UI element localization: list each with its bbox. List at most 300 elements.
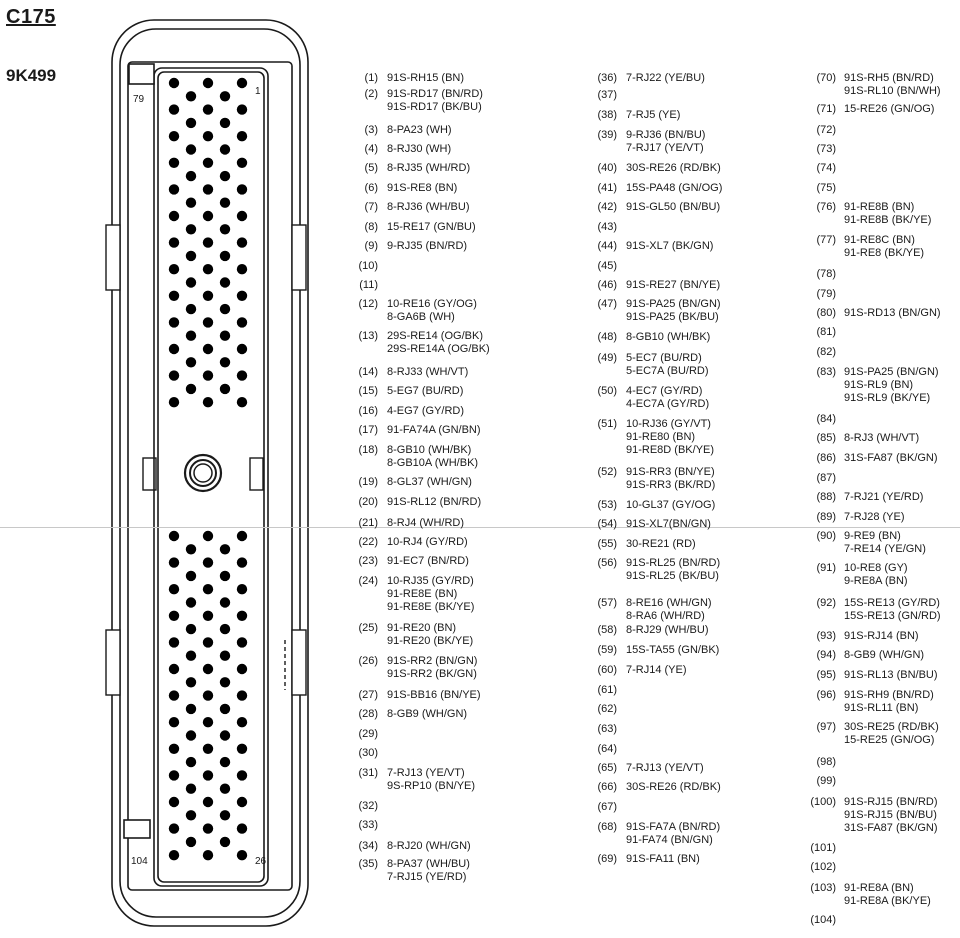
- wire-circuit-label: 9-RJ36 (BN/BU): [626, 129, 706, 141]
- pin-number: (99): [816, 775, 836, 787]
- pin-wire-list: [387, 182, 457, 195]
- pin-wire-list: [844, 201, 931, 227]
- pin-number: (11): [359, 279, 378, 291]
- pin-wire-list: [844, 103, 934, 116]
- pin-hole: [220, 91, 230, 101]
- pin-entry: [595, 279, 720, 292]
- wire-circuit-label: 8-PA23 (WH): [387, 124, 452, 136]
- pin-wire-list: [626, 499, 715, 512]
- pin-hole: [203, 291, 213, 301]
- wire-circuit-label: 8-GB9 (WH/GN): [844, 649, 925, 661]
- pin-hole: [237, 184, 247, 194]
- pin-hole: [203, 131, 213, 141]
- pin-entry: [595, 743, 626, 756]
- wire-circuit-label: 91S-RL11 (BN): [844, 702, 919, 714]
- pin-wire-list: [626, 538, 696, 551]
- wire-circuit-label: 7-RJ5 (YE): [626, 109, 681, 121]
- pin-hole: [220, 118, 230, 128]
- pin-entry: [352, 424, 481, 437]
- wire-circuit-label: 8-RA6 (WH/RD): [626, 610, 705, 622]
- wire-circuit-label: 9-RE8A (BN): [844, 575, 908, 587]
- pin-hole: [169, 264, 179, 274]
- wire-circuit-label: 7-RJ17 (YE/VT): [626, 142, 704, 154]
- pin-hole: [220, 571, 230, 581]
- pin-wire-list: [844, 432, 919, 445]
- wire-circuit-label: 91-RE8C (BN): [844, 234, 915, 246]
- pin-hole: [237, 850, 247, 860]
- pin-wire-list: [626, 182, 722, 195]
- pin-hole: [186, 651, 196, 661]
- wire-circuit-label: 91S-XL7(BN/GN): [626, 518, 711, 530]
- pin-number: (49): [597, 352, 617, 364]
- pin-hole: [220, 544, 230, 554]
- pin-entry: [808, 882, 931, 908]
- wire-circuit-label: 8-GL37 (WH/GN): [387, 476, 472, 488]
- pin-number: (67): [597, 801, 617, 813]
- pin-wire-list: [626, 853, 700, 866]
- pin-hole: [220, 277, 230, 287]
- pin-hole: [203, 104, 213, 114]
- pin-entry: [595, 331, 710, 344]
- pin-number: (82): [816, 346, 836, 358]
- pin-wire-list: [626, 644, 719, 657]
- pin-hole: [203, 557, 213, 567]
- pin-entry: [808, 842, 844, 855]
- pin-number: (1): [364, 72, 378, 84]
- pin-number: (89): [816, 511, 836, 523]
- pin-entry: [595, 182, 722, 195]
- pin-entry: [352, 279, 387, 292]
- connector-part-number: 9K499: [6, 66, 57, 85]
- pin-wire-list: [626, 557, 720, 583]
- pin-number: (92): [816, 597, 836, 609]
- pin-wire-list: [626, 129, 705, 155]
- pin-hole: [220, 384, 230, 394]
- pin-wire-list: [626, 240, 713, 253]
- pin-wire-list: [844, 597, 941, 623]
- wire-circuit-label: 4-EC7 (GY/RD): [626, 385, 703, 397]
- pin-number: (9): [364, 240, 378, 252]
- pin-entry: [595, 298, 721, 324]
- pin-number: (26): [358, 655, 378, 667]
- pin-hole: [169, 611, 179, 621]
- pin-hole: [237, 104, 247, 114]
- pin-number: (88): [816, 491, 836, 503]
- pin-wire-list: [387, 124, 452, 137]
- pin-wire-list: [844, 72, 941, 98]
- pin-number: (42): [597, 201, 617, 213]
- pin-hole: [237, 237, 247, 247]
- pin-hole: [169, 823, 179, 833]
- pin-entry: [808, 796, 938, 835]
- pin-entry: [595, 72, 705, 85]
- wire-circuit-label: 7-RJ22 (YE/BU): [626, 72, 705, 84]
- pin-number: (23): [358, 555, 378, 567]
- corner-label-79: 79: [133, 94, 145, 105]
- pin-hole: [237, 291, 247, 301]
- pin-number: (38): [597, 109, 617, 121]
- pin-entry: [352, 536, 468, 549]
- wire-circuit-label: 91-RE8A (BN): [844, 882, 914, 894]
- wire-circuit-label: 91S-RL9 (BK/YE): [844, 392, 931, 404]
- pin-hole: [237, 211, 247, 221]
- wire-circuit-label: 91S-RL12 (BN/RD): [387, 496, 482, 508]
- wire-circuit-label: 8-PA37 (WH/BU): [387, 858, 470, 870]
- pin-entry: [808, 669, 938, 682]
- pin-hole: [220, 224, 230, 234]
- pin-hole: [203, 78, 213, 88]
- pin-number: (50): [597, 385, 617, 397]
- pin-hole: [186, 171, 196, 181]
- pin-wire-list: [844, 796, 938, 835]
- pin-wire-list: [626, 781, 721, 794]
- pin-wire-list: [626, 518, 711, 531]
- wire-circuit-label: 15S-PA48 (GN/OG): [626, 182, 723, 194]
- pin-entry: [352, 366, 468, 379]
- pin-hole: [169, 850, 179, 860]
- pin-wire-list: [626, 385, 709, 411]
- pin-entry: [595, 723, 626, 736]
- wire-circuit-label: 91S-RR3 (BK/RD): [626, 479, 716, 491]
- wire-circuit-label: 91-RE80 (BN): [626, 431, 696, 443]
- pin-hole: [186, 757, 196, 767]
- pin-number: (91): [816, 562, 836, 574]
- pin-number: (17): [358, 424, 378, 436]
- pin-wire-list: [844, 491, 923, 504]
- corner-label-1: 1: [255, 86, 261, 97]
- wire-circuit-label: 8-RE16 (WH/GN): [626, 597, 712, 609]
- pin-number: (56): [597, 557, 617, 569]
- pin-entry: [808, 268, 844, 281]
- pin-entry: [595, 644, 719, 657]
- pin-hole: [169, 557, 179, 567]
- pin-hole: [203, 664, 213, 674]
- pin-number: (85): [816, 432, 836, 444]
- pin-entry: [595, 466, 715, 492]
- wire-circuit-label: 91S-PA25 (BN/GN): [626, 298, 721, 310]
- pin-number: (39): [597, 129, 617, 141]
- pin-entry: [808, 182, 844, 195]
- pin-number: (35): [358, 858, 378, 870]
- pin-hole: [186, 277, 196, 287]
- pin-entry: [352, 800, 387, 813]
- pin-entry: [352, 240, 467, 253]
- wire-circuit-label: 91S-RL25 (BN/RD): [626, 557, 721, 569]
- pin-entry: [595, 109, 680, 122]
- wire-circuit-label: 7-RE14 (YE/GN): [844, 543, 926, 555]
- pin-hole: [203, 184, 213, 194]
- pin-number: (48): [597, 331, 617, 343]
- pin-hole: [203, 264, 213, 274]
- pin-number: (4): [364, 143, 378, 155]
- pin-hole: [220, 677, 230, 687]
- pin-entry: [595, 597, 712, 623]
- pin-hole: [237, 78, 247, 88]
- pin-hole: [237, 397, 247, 407]
- pin-entry: [808, 234, 924, 260]
- pin-entry: [352, 476, 472, 489]
- pin-wire-list: [387, 689, 481, 702]
- pin-number: (103): [810, 882, 836, 894]
- pin-entry: [808, 432, 919, 445]
- wire-circuit-label: 29S-RE14 (OG/BK): [387, 330, 483, 342]
- wire-circuit-label: 7-RJ15 (YE/RD): [387, 871, 467, 883]
- pin-hole: [169, 770, 179, 780]
- pin-number: (14): [358, 366, 378, 378]
- pin-number: (68): [597, 821, 617, 833]
- pin-wire-list: [387, 405, 464, 418]
- pin-hole: [220, 651, 230, 661]
- pin-hole: [220, 171, 230, 181]
- pin-wire-list: [626, 72, 705, 85]
- pin-wire-list: [387, 240, 467, 253]
- pin-wire-list: [387, 767, 475, 793]
- pin-number: (77): [816, 234, 836, 246]
- pin-hole: [169, 717, 179, 727]
- pin-hole: [237, 664, 247, 674]
- wire-circuit-label: 91-RE8E (BN): [387, 588, 458, 600]
- wire-circuit-label: 91-FA74A (GN/BN): [387, 424, 481, 436]
- wire-circuit-label: 10-RE8 (GY): [844, 562, 908, 574]
- wire-circuit-label: 7-RJ28 (YE): [844, 511, 905, 523]
- pin-hole: [169, 104, 179, 114]
- pin-wire-list: [844, 630, 919, 643]
- pin-number: (15): [358, 385, 378, 397]
- pin-wire-list: [844, 234, 924, 260]
- pin-wire-list: [387, 366, 468, 379]
- wire-circuit-label: 9-RJ35 (BN/RD): [387, 240, 468, 252]
- wire-circuit-label: 30S-RE26 (RD/BK): [626, 162, 721, 174]
- pin-number: (16): [358, 405, 378, 417]
- pin-number: (10): [358, 260, 378, 272]
- wire-circuit-label: 8-GA6B (WH): [387, 311, 455, 323]
- pin-entry: [595, 221, 626, 234]
- pin-entry: [595, 352, 709, 378]
- pin-hole: [169, 237, 179, 247]
- pin-hole: [186, 837, 196, 847]
- pin-number: (13): [358, 330, 378, 342]
- pin-entry: [352, 260, 387, 273]
- pin-number: (37): [597, 89, 617, 101]
- pin-number: (61): [597, 684, 617, 696]
- pin-number: (2): [364, 88, 378, 100]
- pin-entry: [352, 858, 470, 884]
- pin-entry: [352, 655, 477, 681]
- pin-number: (63): [597, 723, 617, 735]
- pin-entry: [352, 298, 477, 324]
- pin-number: (90): [816, 530, 836, 542]
- pin-number: (52): [597, 466, 617, 478]
- wire-circuit-label: 91-RE8E (BK/YE): [387, 601, 475, 613]
- pin-wire-list: [626, 279, 720, 292]
- pin-hole: [169, 664, 179, 674]
- pin-hole: [203, 317, 213, 327]
- pin-wire-list: [387, 143, 451, 156]
- pin-hole: [186, 251, 196, 261]
- corner-label-26: 26: [255, 856, 267, 867]
- pin-number: (97): [816, 721, 836, 733]
- pin-hole: [169, 291, 179, 301]
- pin-wire-list: [626, 762, 704, 775]
- pin-hole: [186, 784, 196, 794]
- wire-circuit-label: 91-RE8B (BN): [844, 201, 915, 213]
- wire-circuit-label: 5-EC7 (BU/RD): [626, 352, 702, 364]
- pin-entry: [595, 518, 711, 531]
- pin-number: (69): [597, 853, 617, 865]
- pin-number: (59): [597, 644, 617, 656]
- pin-number: (72): [816, 124, 836, 136]
- wire-circuit-label: 91-RE8A (BK/YE): [844, 895, 931, 907]
- wire-circuit-label: 91-RE20 (BK/YE): [387, 635, 474, 647]
- pin-hole: [203, 584, 213, 594]
- pin-number: (66): [597, 781, 617, 793]
- pin-entry: [352, 221, 476, 234]
- pin-wire-list: [387, 476, 472, 489]
- pin-hole: [203, 823, 213, 833]
- pin-hole: [186, 677, 196, 687]
- pin-wire-list: [844, 511, 905, 524]
- pin-entry: [352, 689, 481, 702]
- wire-circuit-label: 91S-PA25 (BN/GN): [844, 366, 939, 378]
- pin-entry: [808, 124, 844, 137]
- wire-circuit-label: 15S-TA55 (GN/BK): [626, 644, 720, 656]
- wire-circuit-label: 91-RE20 (BN): [387, 622, 457, 634]
- pin-number: (75): [816, 182, 836, 194]
- center-jackscrew: [185, 455, 221, 491]
- wire-circuit-label: 91-RE8B (BK/YE): [844, 214, 932, 226]
- pin-wire-list: [626, 664, 687, 677]
- pin-hole: [237, 637, 247, 647]
- pin-hole: [169, 637, 179, 647]
- pin-hole: [220, 730, 230, 740]
- pin-hole-array: [169, 78, 247, 861]
- pin-hole: [237, 717, 247, 727]
- wire-circuit-label: 91-RE8 (BK/YE): [844, 247, 925, 259]
- pin-hole: [186, 224, 196, 234]
- pin-number: (5): [364, 162, 378, 174]
- pin-number: (45): [597, 260, 617, 272]
- wire-circuit-label: 91S-RD17 (BN/RD): [387, 88, 483, 100]
- wire-circuit-label: 91-FA74 (BN/GN): [626, 834, 713, 846]
- pin-wire-list: [844, 366, 939, 405]
- pin-entry: [352, 330, 490, 356]
- pin-entry: [595, 781, 721, 794]
- pin-number: (74): [816, 162, 836, 174]
- wire-circuit-label: 10-RJ36 (GY/VT): [626, 418, 711, 430]
- pin-entry: [808, 472, 844, 485]
- pin-entry: [352, 385, 463, 398]
- pin-number: (29): [358, 728, 378, 740]
- pin-hole: [237, 823, 247, 833]
- wire-circuit-label: 8-GB10 (WH/BK): [626, 331, 711, 343]
- connector-face-diagram: [0, 0, 320, 938]
- pin-wire-list: [626, 109, 680, 122]
- wire-circuit-label: 91S-RL25 (BK/BU): [626, 570, 719, 582]
- pin-number: (93): [816, 630, 836, 642]
- pin-entry: [808, 689, 934, 715]
- pin-number: (64): [597, 743, 617, 755]
- pin-number: (70): [816, 72, 836, 84]
- wire-circuit-label: 15-RE26 (GN/OG): [844, 103, 935, 115]
- pin-number: (57): [597, 597, 617, 609]
- pin-number: (73): [816, 143, 836, 155]
- pin-entry: [352, 72, 464, 85]
- pin-entry: [352, 767, 475, 793]
- pin-number: (54): [597, 518, 617, 530]
- wire-circuit-label: 8-GB10 (WH/BK): [387, 444, 472, 456]
- pin-number: (21): [358, 517, 378, 529]
- pin-number: (3): [364, 124, 378, 136]
- wire-circuit-label: 8-RJ3 (WH/VT): [844, 432, 920, 444]
- pin-entry: [352, 143, 451, 156]
- pin-hole: [220, 784, 230, 794]
- pin-wire-list: [844, 562, 908, 588]
- pin-wire-list: [626, 352, 709, 378]
- pin-entry: [352, 819, 387, 832]
- pin-entry: [808, 288, 844, 301]
- wire-circuit-label: 91S-RJ14 (BN): [844, 630, 919, 642]
- pin-wire-list: [387, 201, 470, 214]
- pin-hole: [237, 557, 247, 567]
- pin-hole: [203, 397, 213, 407]
- pin-hole: [203, 850, 213, 860]
- wire-circuit-label: 8-GB9 (WH/GN): [387, 708, 468, 720]
- pin-hole: [237, 611, 247, 621]
- pin-entry: [808, 630, 919, 643]
- pin-wire-list: [844, 307, 941, 320]
- pin-number: (51): [597, 418, 617, 430]
- pin-wire-list: [626, 624, 709, 637]
- pin-hole: [203, 744, 213, 754]
- pin-hole: [186, 198, 196, 208]
- pin-entry: [352, 728, 387, 741]
- pin-entry: [595, 201, 720, 214]
- pin-wire-list: [844, 669, 938, 682]
- pin-wire-list: [626, 466, 715, 492]
- pin-hole: [169, 690, 179, 700]
- pin-number: (28): [358, 708, 378, 720]
- pin-number: (71): [816, 103, 836, 115]
- wire-circuit-label: 30-RE21 (RD): [626, 538, 696, 550]
- pin-wire-list: [387, 536, 468, 549]
- pin-hole: [220, 597, 230, 607]
- pin-hole: [169, 797, 179, 807]
- pin-hole: [220, 624, 230, 634]
- wire-circuit-label: 15S-RE13 (GN/RD): [844, 610, 941, 622]
- pin-hole: [169, 158, 179, 168]
- pin-wire-list: [626, 331, 710, 344]
- pin-entry: [808, 597, 941, 623]
- wire-circuit-label: 10-GL37 (GY/OG): [626, 499, 716, 511]
- pin-hole: [169, 397, 179, 407]
- pin-number: (86): [816, 452, 836, 464]
- pin-number: (101): [810, 842, 836, 854]
- pin-hole: [237, 317, 247, 327]
- pin-number: (104): [810, 914, 836, 926]
- wire-circuit-label: 30S-RE25 (RD/BK): [844, 721, 939, 733]
- pin-entry: [595, 418, 714, 457]
- pin-hole: [220, 757, 230, 767]
- pin-hole: [169, 584, 179, 594]
- pin-wire-list: [626, 597, 712, 623]
- pin-wire-list: [626, 162, 721, 175]
- pin-number: (47): [597, 298, 617, 310]
- pin-number: (55): [597, 538, 617, 550]
- pin-hole: [237, 158, 247, 168]
- pin-wire-list: [387, 330, 490, 356]
- pin-entry: [808, 530, 926, 556]
- pin-wire-list: [844, 689, 934, 715]
